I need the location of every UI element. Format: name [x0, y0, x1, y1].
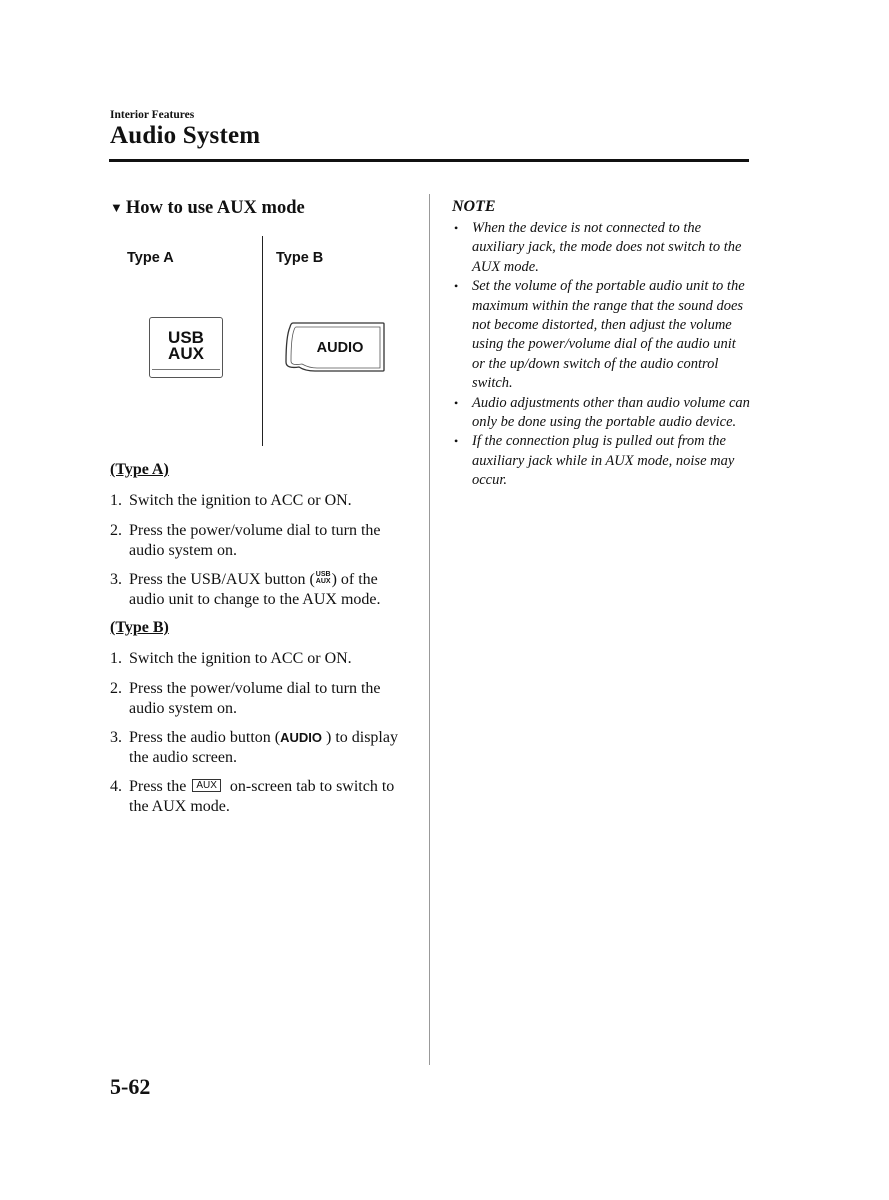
note-item: [452, 219, 752, 277]
type-a-subheading: (Type A): [110, 461, 169, 478]
audio-inline-icon: AUDIO: [280, 730, 322, 745]
column-divider: [429, 194, 430, 1065]
usb-aux-inline-line2: AUX: [315, 578, 331, 585]
step-text-pre: Press the: [129, 778, 187, 795]
usb-aux-button-illustration: [149, 317, 223, 378]
type-a-step-2: [110, 521, 410, 560]
type-b-step-3: [110, 728, 410, 767]
note-item: [452, 277, 752, 393]
step-number: 3.: [110, 571, 122, 588]
step-text-pre: Press the audio button (: [129, 729, 281, 746]
triangle-down-icon: ▼: [110, 199, 123, 215]
usb-aux-button-line2: AUX: [168, 344, 204, 363]
type-a-step-3: [110, 570, 410, 609]
type-a-figure-label: Type A: [127, 250, 174, 266]
step-number: 3.: [110, 729, 122, 746]
step-text: [129, 777, 410, 816]
step-text-post: on-screen tab to switch to the AUX mode.: [129, 778, 395, 815]
note-title: NOTE: [452, 198, 496, 215]
audio-button-illustration: [285, 322, 385, 372]
note-item-text: Audio adjustments other than audio volume can only be done using the portable audio device.: [472, 394, 750, 431]
section-heading-text: How to use AUX mode: [125, 198, 305, 218]
step-text: Press the power/volume dial to turn the audio system on.: [129, 680, 381, 717]
note-list: [452, 219, 752, 491]
usb-aux-button-text: [150, 330, 222, 362]
step-text: Press the power/volume dial to turn the audio system on.: [129, 522, 381, 559]
type-b-figure-label: Type B: [276, 250, 324, 266]
bullet-icon: •: [454, 434, 459, 449]
note-item-text: Set the volume of the portable audio unit to the maximum within the range that the sound does not become distorted, then adjust the volume using the power/volume dial of the audio unit or the up/down switch of the audio control switch.: [472, 278, 745, 392]
page-title: Audio System: [110, 122, 261, 149]
type-a-step-1: [110, 491, 410, 511]
step-text: [129, 570, 410, 609]
note-item: [452, 432, 752, 490]
step-text: [129, 728, 410, 767]
type-b-step-1: [110, 649, 410, 669]
section-heading: [110, 198, 305, 219]
usb-aux-inline-icon: [316, 571, 331, 585]
page-number: 5-62: [110, 1074, 151, 1099]
type-b-step-2: [110, 679, 410, 718]
step-number: 2.: [110, 680, 122, 697]
type-b-subheading: (Type B): [110, 619, 169, 636]
step-number: 1.: [110, 492, 122, 509]
usb-aux-inline-line1: USB: [315, 571, 331, 578]
type-b-step-4: [110, 777, 410, 816]
aux-tab-inline-icon: AUX: [192, 779, 221, 792]
step-text-pre: Press the USB/AUX button (: [129, 571, 315, 588]
bullet-icon: •: [454, 395, 459, 410]
bullet-icon: •: [454, 279, 459, 294]
figure-divider: [262, 236, 263, 446]
usb-aux-button-line1: USB: [168, 328, 204, 347]
step-text: Switch the ignition to ACC or ON.: [129, 492, 352, 509]
title-rule: [109, 159, 749, 162]
step-text-post: ) of the audio unit to change to the AUX mode.: [129, 571, 381, 608]
step-text: Switch the ignition to ACC or ON.: [129, 650, 352, 667]
audio-button-label: AUDIO: [316, 340, 364, 356]
bullet-icon: •: [454, 221, 459, 235]
step-number: 2.: [110, 522, 122, 539]
step-text-post: ) to display the audio screen.: [129, 729, 398, 766]
note-item-text: If the connection plug is pulled out from the auxiliary jack while in AUX mode, noise may occur.: [472, 433, 735, 489]
step-number: 1.: [110, 650, 122, 667]
note-item-text: When the device is not connected to the auxiliary jack, the mode does not switch to the AUX mode.: [472, 220, 742, 275]
step-number: 4.: [110, 778, 122, 795]
note-item: [452, 394, 752, 433]
section-label: Interior Features: [110, 109, 195, 121]
